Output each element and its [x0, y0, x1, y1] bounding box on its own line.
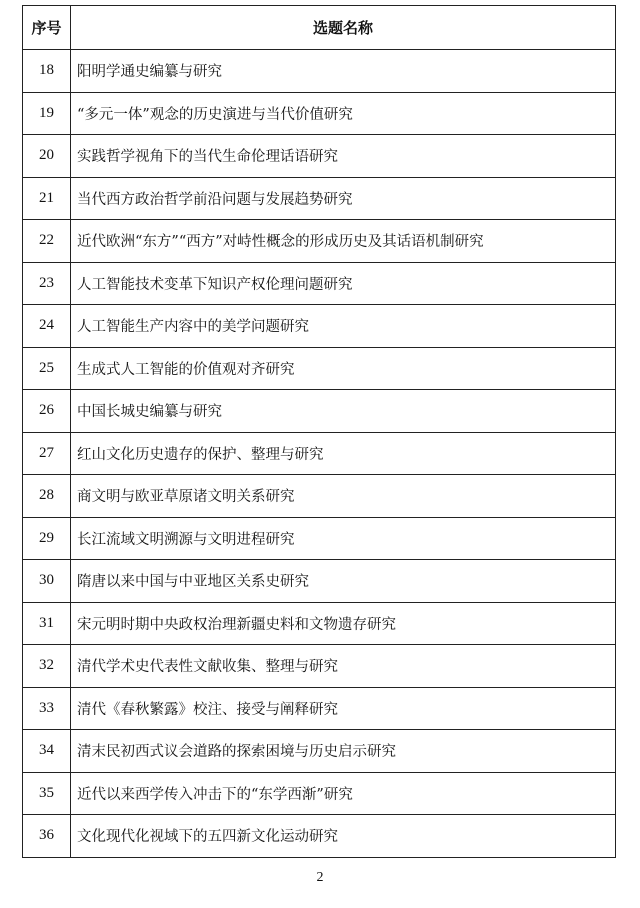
row-number: 19	[23, 92, 71, 135]
row-number: 21	[23, 177, 71, 220]
row-title: 隋唐以来中国与中亚地区关系史研究	[71, 560, 616, 603]
row-title: 中国长城史编纂与研究	[71, 390, 616, 433]
table-row	[23, 687, 616, 730]
row-title: 生成式人工智能的价值观对齐研究	[71, 347, 616, 390]
row-title: 近代欧洲“东方”“西方”对峙性概念的形成历史及其话语机制研究	[71, 220, 616, 263]
row-title: 文化现代化视域下的五四新文化运动研究	[71, 815, 616, 858]
row-number: 36	[23, 815, 71, 858]
table-row	[23, 432, 616, 475]
table-row	[23, 645, 616, 688]
row-title: “多元一体”观念的历史演进与当代价值研究	[71, 92, 616, 135]
table-row	[23, 177, 616, 220]
row-number: 24	[23, 305, 71, 348]
header-title: 选题名称	[71, 6, 616, 50]
row-number: 22	[23, 220, 71, 263]
row-number: 20	[23, 135, 71, 178]
row-title: 实践哲学视角下的当代生命伦理话语研究	[71, 135, 616, 178]
row-number: 18	[23, 50, 71, 93]
row-number: 31	[23, 602, 71, 645]
row-number: 34	[23, 730, 71, 773]
row-number: 27	[23, 432, 71, 475]
table-row	[23, 390, 616, 433]
row-number: 25	[23, 347, 71, 390]
row-number: 29	[23, 517, 71, 560]
table-row	[23, 135, 616, 178]
table-row	[23, 305, 616, 348]
row-title: 清代《春秋繁露》校注、接受与阐释研究	[71, 687, 616, 730]
row-number: 23	[23, 262, 71, 305]
row-title: 人工智能生产内容中的美学问题研究	[71, 305, 616, 348]
table-body	[23, 50, 616, 858]
row-title: 商文明与欧亚草原诸文明关系研究	[71, 475, 616, 518]
row-number: 35	[23, 772, 71, 815]
row-title: 红山文化历史遗存的保护、整理与研究	[71, 432, 616, 475]
row-title: 人工智能技术变革下知识产权伦理问题研究	[71, 262, 616, 305]
row-title: 阳明学通史编纂与研究	[71, 50, 616, 93]
row-number: 28	[23, 475, 71, 518]
table-row	[23, 730, 616, 773]
table-row	[23, 517, 616, 560]
table-row	[23, 220, 616, 263]
row-number: 33	[23, 687, 71, 730]
table-row	[23, 602, 616, 645]
row-title: 宋元明时期中央政权治理新疆史料和文物遗存研究	[71, 602, 616, 645]
page-number: 2	[316, 870, 324, 885]
row-number: 26	[23, 390, 71, 433]
row-title: 清末民初西式议会道路的探索困境与历史启示研究	[71, 730, 616, 773]
table-row	[23, 772, 616, 815]
table-row	[23, 347, 616, 390]
row-number: 32	[23, 645, 71, 688]
row-title: 清代学术史代表性文献收集、整理与研究	[71, 645, 616, 688]
row-title: 长江流域文明溯源与文明进程研究	[71, 517, 616, 560]
table-row	[23, 560, 616, 603]
table-row	[23, 262, 616, 305]
table-row	[23, 815, 616, 858]
table-row	[23, 475, 616, 518]
table-row	[23, 92, 616, 135]
header-number: 序号	[23, 6, 71, 50]
row-title: 近代以来西学传入冲击下的“东学西渐”研究	[71, 772, 616, 815]
row-title: 当代西方政治哲学前沿问题与发展趋势研究	[71, 177, 616, 220]
row-number: 30	[23, 560, 71, 603]
table-row	[23, 50, 616, 93]
table-header-row	[23, 6, 616, 50]
topics-table	[22, 5, 616, 858]
